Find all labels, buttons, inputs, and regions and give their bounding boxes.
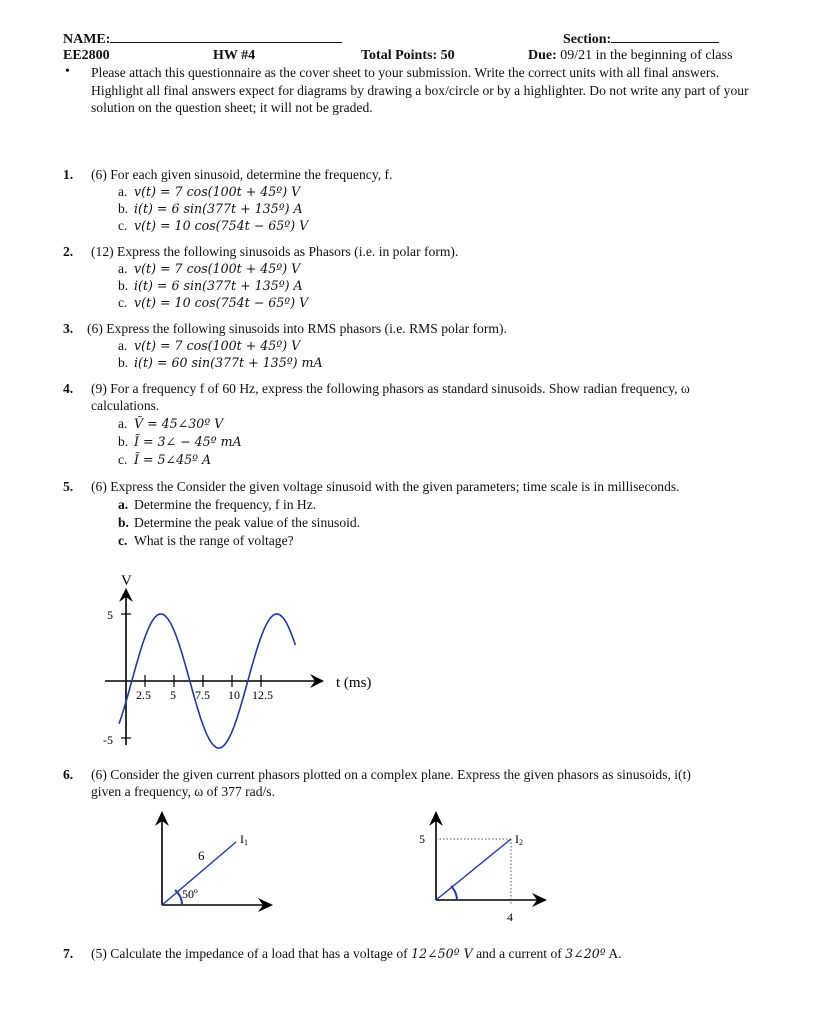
q7-number: 7. bbox=[63, 946, 74, 961]
x-axis-label: t (ms) bbox=[336, 675, 372, 691]
phasor2-vector bbox=[436, 839, 511, 900]
q4-item-c: c. Ĩ = 5∠45º A bbox=[118, 452, 212, 467]
total-points: Total Points: 50 bbox=[361, 48, 455, 63]
due-date: Due: 09/21 in the beginning of class bbox=[528, 48, 733, 63]
phasor1-plot bbox=[155, 811, 273, 912]
q6-text-line2: given a frequency, ω of 377 rad/s. bbox=[91, 784, 275, 799]
q1-item-a: a. v(t) = 7 cos(100t + 45º) V bbox=[118, 184, 301, 199]
instructions: Please attach this questionnaire as the cover sheet to your submission. Write the correct units with all final answers. Highlight all final answers expect for diagrams by drawing a box/circle or by a highlighter. Do not write any part of your solution on the question sheet; it will not be graded. bbox=[91, 65, 749, 115]
course-code: EE2800 bbox=[63, 48, 110, 63]
q4-text-line2: calculations. bbox=[91, 398, 160, 413]
phasor2-imag-label: 5 bbox=[419, 832, 425, 846]
q4-item-b: b. Ĩ = 3∠ − 45º mA bbox=[118, 434, 242, 449]
q3-number: 3. bbox=[63, 321, 74, 336]
y-axis-label: V bbox=[121, 573, 132, 589]
homework-number: HW #4 bbox=[213, 48, 256, 63]
x-tick-label-7-5: 7.5 bbox=[195, 688, 210, 702]
phasor2-angle-arc bbox=[451, 886, 457, 900]
q5-item-a: a. Determine the frequency, f in Hz. bbox=[118, 497, 317, 512]
phasor2-name: I2 bbox=[515, 832, 523, 847]
q1-item-b: b. i(t) = 6 sin(377t + 135º) A bbox=[118, 201, 303, 216]
phasor2-plot bbox=[419, 811, 547, 924]
section-label: Section: bbox=[563, 30, 719, 48]
phasor1-magnitude-label: 6 bbox=[198, 848, 205, 863]
q3-item-a: a. v(t) = 7 cos(100t + 45º) V bbox=[118, 338, 301, 353]
phasor1-name: I1 bbox=[240, 832, 248, 847]
phasor1-angle-label: 50º bbox=[182, 887, 198, 901]
q1-number: 1. bbox=[63, 167, 74, 182]
y-tick-label-neg5: -5 bbox=[103, 733, 113, 747]
phasor1-angle-arc bbox=[175, 890, 182, 905]
name-label: NAME: bbox=[63, 30, 342, 48]
q6-number: 6. bbox=[63, 767, 74, 782]
q2-item-b: b. i(t) = 6 sin(377t + 135º) A bbox=[118, 278, 303, 293]
q4-text-line1: (9) For a frequency f of 60 Hz, express the following phasors as standard sinusoids. Show radian frequency, ω bbox=[91, 381, 690, 396]
q2-number: 2. bbox=[63, 244, 74, 259]
x-tick-label-10: 10 bbox=[228, 688, 240, 702]
q3-text: (6) Express the following sinusoids into RMS phasors (i.e. RMS polar form). bbox=[87, 321, 507, 336]
q2-item-a: a. v(t) = 7 cos(100t + 45º) V bbox=[118, 261, 301, 276]
x-tick-label-12-5: 12.5 bbox=[252, 688, 273, 702]
q5-item-b: b. Determine the peak value of the sinusoid. bbox=[118, 515, 361, 530]
q4-number: 4. bbox=[63, 381, 74, 396]
bullet-icon: • bbox=[65, 64, 70, 79]
q5-item-c: c. What is the range of voltage? bbox=[118, 533, 294, 548]
x-tick-label-5: 5 bbox=[170, 688, 176, 702]
x-tick-label-2-5: 2.5 bbox=[136, 688, 151, 702]
q7-text: (5) Calculate the impedance of a load that has a voltage of 12∠50º V and a current of 3∠20º A. bbox=[91, 946, 622, 961]
q1-item-c: c. v(t) = 10 cos(754t − 65º) V bbox=[118, 218, 309, 233]
y-tick-label-5: 5 bbox=[107, 608, 113, 622]
q5-text: (6) Express the Consider the given voltage sinusoid with the given parameters; time scale is in milliseconds. bbox=[91, 479, 680, 494]
q6-text-line1: (6) Consider the given current phasors plotted on a complex plane. Express the given phasors as sinusoids, i(t) bbox=[91, 767, 691, 782]
phasor2-real-label: 4 bbox=[507, 910, 513, 924]
q4-item-a: a. Ṽ = 45∠30º V bbox=[118, 416, 224, 431]
q5-number: 5. bbox=[63, 479, 74, 494]
q2-item-c: c. v(t) = 10 cos(754t − 65º) V bbox=[118, 295, 309, 310]
q3-item-b: b. i(t) = 60 sin(377t + 135º) mA bbox=[118, 355, 323, 370]
q2-text: (12) Express the following sinusoids as Phasors (i.e. in polar form). bbox=[91, 244, 459, 259]
q1-text: (6) For each given sinusoid, determine the frequency, f. bbox=[91, 167, 393, 182]
